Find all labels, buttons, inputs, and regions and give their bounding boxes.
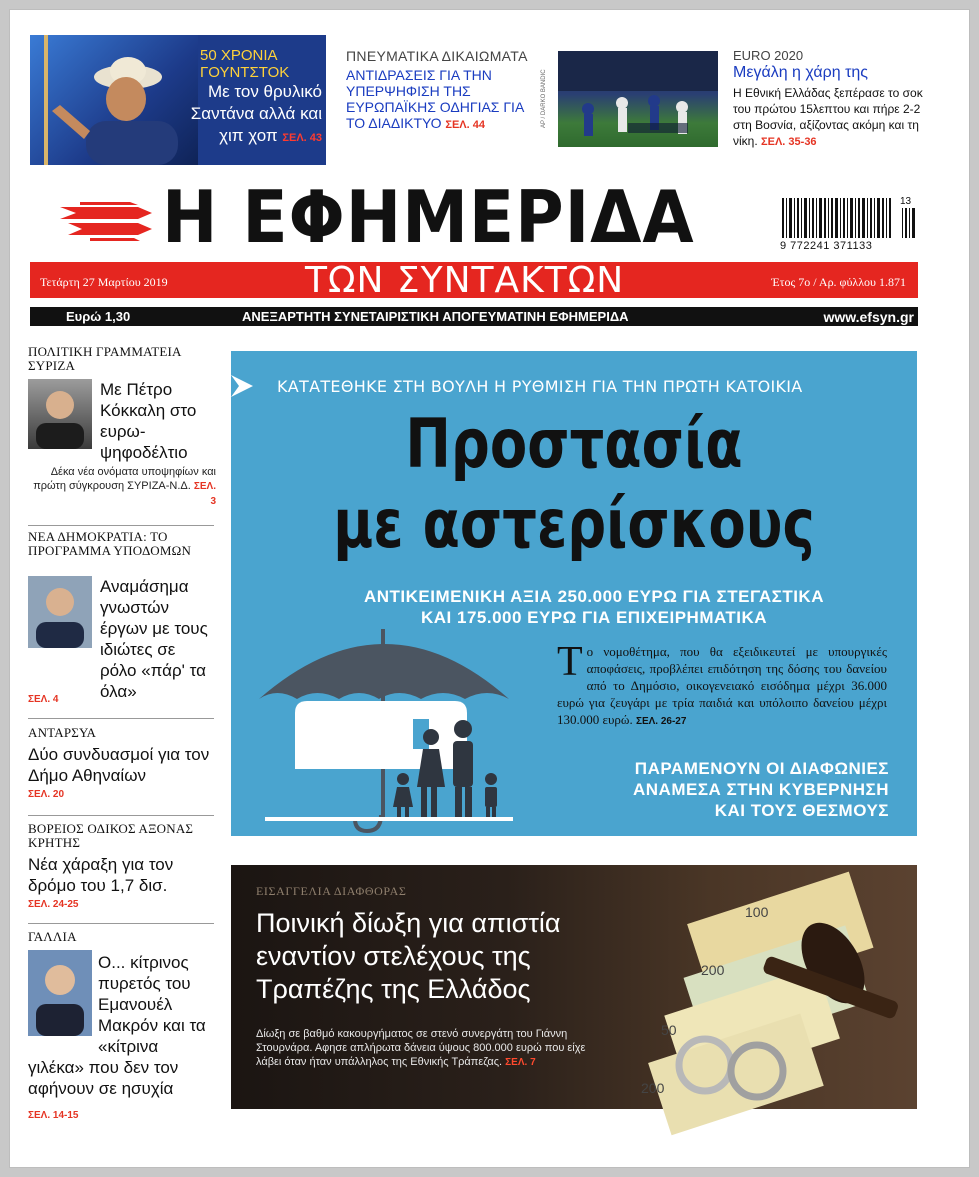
page-ref: ΣΕΛ. 44 [445, 119, 485, 131]
bottom-kicker: ΕΙΣΑΓΓΕΛΙΑ ΔΙΑΦΘΟΡΑΣ [256, 884, 407, 898]
teaser-euro2020[interactable] [733, 48, 929, 150]
bottom-headline: Ποινική δίωξη για απιστία εναντίον στελέχους της Τραπέζης της Ελλάδος [256, 908, 561, 1004]
divider [28, 815, 214, 816]
sidebar-story-antarsya[interactable] [28, 726, 216, 800]
note-label: 200 [701, 962, 725, 978]
teaser-kicker: EURO 2020 [733, 48, 804, 63]
teaser-text: ΑΝΤΙΔΡΑΣΕΙΣ ΓΙΑ ΤΗΝ ΥΠΕΡΨΗΦΙΣΗ ΤΗΣ ΕΥΡΩΠΑΪΚΗΣ ΟΔΗΓΙΑΣ ΓΙΑ ΤΟ ΔΙΑΔΙΚΤΥΟ ΣΕΛ. 44 [346, 67, 524, 131]
page-ref: ΣΕΛ. 26-27 [635, 716, 687, 727]
divider [28, 718, 214, 719]
masthead-red-bar [30, 260, 918, 301]
pen-nibs-logo-icon [60, 201, 152, 241]
sidebar-story-syriza[interactable] [28, 344, 216, 507]
story-title: Με Πέτρο Κόκκαλη στο ευρω-ψηφοδέλτιο [100, 380, 197, 462]
issue-date: Τετάρτη 27 Μαρτίου 2019 [40, 275, 168, 289]
page-ref: ΣΕΛ. 7 [505, 1057, 536, 1068]
page-ref: ΣΕΛ. 20 [28, 789, 65, 800]
section-label: ΝΕΑ ΔΗΜΟΚΡΑΤΙΑ: ΤΟ ΠΡΟΓΡΑΜΜΑ ΥΠΟΔΟΜΩΝ [28, 529, 192, 558]
teaser-text: Με τον θρυλικό Σαντάνα αλλά και χιπ χοπ ΣΕΛ. 43 [190, 82, 322, 145]
price: Ευρώ 1,30 [66, 309, 131, 324]
bottom-text: Δίωξη σε βαθμό κακουργήματος σε στενό συνεργάτη του Γιάννη Στουρνάρα. Αφησε απλήρωτα δάνεια ύψους 800.000 ευρώ που είχε λάβει όταν ήταν υπάλληλος της Εθνικής Τράπεζας. ΣΕΛ. 7 [256, 1028, 586, 1068]
lead-headline: Προστασία με αστερίσκους [333, 405, 815, 564]
story-title: Ο... κίτρινος πυρετός του Εμανουέλ Μακρόν και τα «κίτρινα γιλέκα» που δεν τον αφήνουν σε ησυχία [28, 953, 206, 1098]
barcode-addon: 13 [900, 196, 912, 207]
teaser-text: Η Εθνική Ελλάδας ξεπέρασε το σοκ του πρώτου 15λεπτου και πήρε 2-2 στη Βοσνία, αξίζοντας ακόμη και τη νίκη. ΣΕΛ. 35-36 [733, 86, 923, 148]
website-link[interactable]: www.efsyn.gr [823, 309, 914, 325]
lead-body: Το νομοθέτημα, που θα εξειδικευτεί με υπουργικές αποφάσεις, προβλέπει επιδότηση της δόσης του δανείου από το Δημόσιο, οικογενειακό εισόδημα μέχρι 36.000 ευρώ για ζευγάρι με τρία παιδιά και υπόλοιπο δανείου μέχρι 130.000 ευρώ. ΣΕΛ. 26-27 [557, 639, 887, 727]
sidebar-story-crete[interactable] [28, 822, 216, 910]
sidebar-story-france[interactable] [28, 929, 216, 1121]
section-label: ΑΝΤΑΡΣΥΑ [28, 725, 97, 740]
section-label: ΠΟΛΙΤΙΚΗ ΓΡΑΜΜΑΤΕΙΑ ΣΥΡΙΖΑ [28, 344, 181, 373]
story-title: Αναμάσημα γνωστών έργων με τους ιδιώτες σε ρόλο «πάρ' τα όλα» [100, 577, 208, 701]
issue-number: Έτος 7ο / Αρ. φύλλου 1.871 [771, 275, 906, 289]
section-label: ΒΟΡΕΙΟΣ ΟΔΙΚΟΣ ΑΞΟΝΑΣ ΚΡΗΤΗΣ [28, 821, 194, 850]
page-ref: ΣΕΛ. 35-36 [761, 136, 817, 148]
story-title: Νέα χάραξη για τον δρόμο του 1,7 δισ. [28, 855, 174, 895]
page-ref: ΣΕΛ. 43 [282, 132, 322, 144]
kicker-arrow-icon [231, 375, 253, 397]
note-label: 200 [641, 1080, 665, 1096]
mitsotakis-portrait [28, 576, 92, 648]
page-ref: ΣΕΛ. 4 [28, 694, 59, 705]
newspaper-front-page [9, 9, 970, 1168]
lead-kicker: ΚΑΤΑΤΕΘΗΚΕ ΣΤΗ ΒΟΥΛΗ Η ΡΥΘΜΙΣΗ ΓΙΑ ΤΗΝ ΠΡΩΤΗ ΚΑΤΟΙΚΙΑ [277, 377, 803, 396]
teaser-kicker: ΠΝΕΥΜΑΤΙΚΑ ΔΙΚΑΙΩΜΑΤΑ [346, 48, 528, 64]
banknotes-gavel-handcuffs-icon [601, 865, 917, 1109]
story-text: Δέκα νέα ονόματα υποψηφίων και πρώτη σύγκρουση ΣΥΡΙΖΑ-Ν.Δ. ΣΕΛ. 3 [33, 466, 216, 507]
kokkalis-portrait [28, 379, 92, 449]
bottom-story[interactable] [231, 865, 917, 1109]
sidebar-story-nd[interactable] [28, 529, 216, 705]
section-label: ΓΑΛΛΙΑ [28, 929, 77, 944]
divider [28, 923, 214, 924]
teaser-title: Μεγάλη η χάρη της [733, 64, 868, 81]
page-ref: ΣΕΛ. 14-15 [28, 1110, 79, 1121]
barcode [780, 198, 918, 254]
note-label: 100 [745, 904, 769, 920]
drop-cap: Τ [557, 639, 583, 685]
masthead-black-bar [30, 307, 918, 326]
page-ref: ΣΕΛ. 3 [193, 481, 216, 507]
story-title: Δύο συνδυασμοί για τον Δήμο Αθηναίων [28, 745, 210, 785]
barcode-number: 9 772241 371133 [780, 240, 873, 252]
teaser-kicker: 50 ΧΡΟΝΙΑ ΓΟΥΝΤΣΤΟΚ [200, 47, 290, 81]
teaser-copyright[interactable] [346, 48, 546, 133]
masthead-subtitle: ΤΩΝ ΣΥΝΤΑΚΤΩΝ [305, 260, 625, 301]
santana-photo [30, 35, 198, 165]
lead-second-deck: ΠΑΡΑΜΕΝΟΥΝ ΟΙ ΔΙΑΦΩΝΙΕΣ ΑΝΑΜΕΣΑ ΣΤΗΝ ΚΥΒΕΡΝΗΣΗ ΚΑΙ ΤΟΥΣ ΘΕΣΜΟΥΣ [633, 759, 889, 820]
divider [28, 525, 214, 526]
page-ref: ΣΕΛ. 24-25 [28, 899, 79, 910]
photo-credit: AP / DARKO BANDIC [541, 69, 547, 128]
note-label: 50 [661, 1022, 677, 1038]
umbrella-house-family-icon [255, 609, 545, 834]
football-photo [558, 51, 718, 147]
lead-story[interactable] [231, 351, 917, 836]
teaser-woodstock[interactable] [30, 35, 326, 165]
tagline: ΑΝΕΞΑΡΤΗΤΗ ΣΥΝΕΤΑΙΡΙΣΤΙΚΗ ΑΠΟΓΕΥΜΑΤΙΝΗ ΕΦΗΜΕΡΙΔΑ [242, 309, 629, 324]
masthead-title: Η ΕΦΗΜΕΡΙΔΑ [162, 175, 695, 259]
lead-subheadline: ΑΝΤΙΚΕΙΜΕΝΙΚΗ ΑΞΙΑ 250.000 ΕΥΡΩ ΓΙΑ ΣΤΕΓΑΣΤΙΚΑ ΚΑΙ 175.000 ΕΥΡΩ ΓΙΑ ΕΠΙΧΕΙΡΗΜΑΤΙΚΑ [363, 587, 824, 627]
